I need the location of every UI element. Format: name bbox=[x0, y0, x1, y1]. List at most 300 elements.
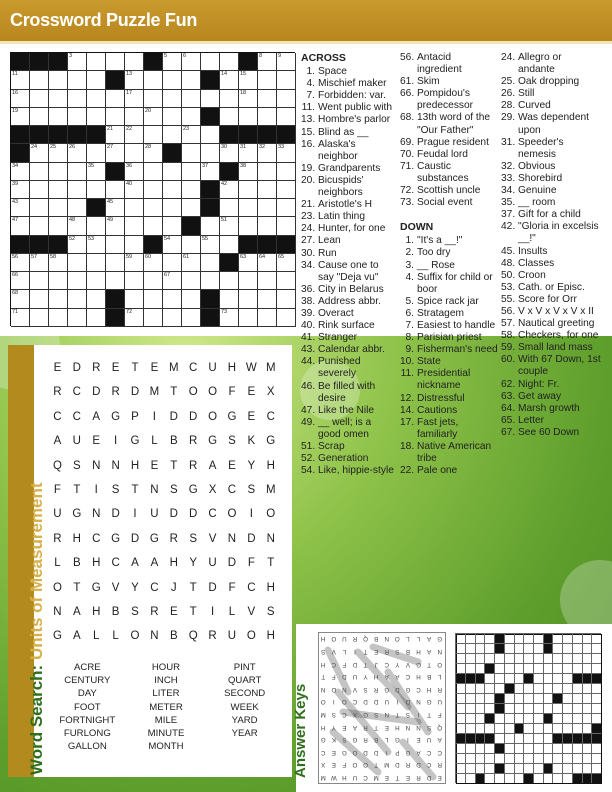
crossword-cell[interactable] bbox=[11, 90, 30, 108]
crossword-cell[interactable] bbox=[163, 71, 182, 89]
word-search-letter[interactable]: L bbox=[54, 557, 62, 570]
crossword-cell[interactable] bbox=[258, 217, 277, 235]
crossword-cell[interactable] bbox=[30, 108, 49, 126]
crossword-cell[interactable] bbox=[163, 272, 182, 290]
crossword-cell[interactable] bbox=[68, 254, 87, 272]
word-search-letter[interactable]: C bbox=[208, 508, 218, 521]
word-search-letter[interactable]: E bbox=[247, 410, 256, 423]
word-search-letter[interactable]: L bbox=[228, 605, 236, 618]
word-search-letter[interactable]: X bbox=[208, 483, 217, 496]
word-search-letter[interactable]: O bbox=[227, 508, 237, 521]
crossword-cell[interactable] bbox=[125, 254, 144, 272]
crossword-cell[interactable] bbox=[277, 199, 296, 217]
word-search-letter[interactable]: R bbox=[169, 532, 179, 545]
crossword-cell[interactable] bbox=[239, 254, 258, 272]
crossword-cell[interactable] bbox=[220, 236, 239, 254]
crossword-cell[interactable] bbox=[201, 236, 220, 254]
crossword-cell[interactable] bbox=[277, 90, 296, 108]
word-search-letter[interactable]: N bbox=[227, 532, 237, 545]
word-search-letter[interactable]: C bbox=[72, 386, 82, 399]
crossword-cell[interactable] bbox=[68, 71, 87, 89]
crossword-cell[interactable] bbox=[201, 126, 220, 144]
crossword-cell[interactable] bbox=[49, 71, 68, 89]
crossword-cell[interactable] bbox=[163, 236, 182, 254]
crossword-cell[interactable] bbox=[30, 217, 49, 235]
word-search-letter[interactable]: Q bbox=[188, 630, 199, 643]
word-search-letter[interactable]: N bbox=[150, 483, 160, 496]
word-search-letter[interactable]: C bbox=[53, 410, 63, 423]
crossword-cell[interactable] bbox=[144, 309, 163, 327]
crossword-cell[interactable] bbox=[220, 53, 239, 71]
crossword-cell[interactable] bbox=[106, 236, 125, 254]
word-search-letter[interactable]: E bbox=[53, 362, 62, 374]
crossword-cell[interactable] bbox=[144, 181, 163, 199]
word-search-letter[interactable]: U bbox=[72, 435, 82, 448]
crossword-cell[interactable] bbox=[87, 181, 106, 199]
word-search-letter[interactable]: H bbox=[266, 581, 276, 594]
word-search-letter[interactable]: T bbox=[73, 581, 81, 594]
crossword-cell[interactable] bbox=[144, 90, 163, 108]
crossword-cell[interactable] bbox=[201, 217, 220, 235]
crossword-cell[interactable] bbox=[68, 163, 87, 181]
word-search-letter[interactable]: C bbox=[247, 581, 256, 594]
crossword-cell[interactable] bbox=[125, 90, 144, 108]
word-search-letter[interactable]: S bbox=[247, 483, 256, 496]
crossword-cell[interactable] bbox=[220, 272, 239, 290]
word-search-letter[interactable]: U bbox=[208, 557, 218, 570]
crossword-cell[interactable] bbox=[87, 254, 106, 272]
word-search-letter[interactable]: T bbox=[170, 386, 178, 399]
word-search-letter[interactable]: O bbox=[130, 630, 140, 643]
crossword-cell[interactable] bbox=[239, 181, 258, 199]
word-search-letter[interactable]: D bbox=[247, 532, 256, 545]
crossword-cell[interactable] bbox=[182, 71, 201, 89]
word-search-letter[interactable]: R bbox=[111, 386, 121, 399]
word-search-letter[interactable]: K bbox=[247, 435, 256, 448]
crossword-cell[interactable] bbox=[258, 181, 277, 199]
word-search-letter[interactable]: B bbox=[73, 557, 82, 570]
crossword-cell[interactable] bbox=[258, 108, 277, 126]
word-search-letter[interactable]: Q bbox=[52, 459, 63, 472]
word-search-letter[interactable]: N bbox=[92, 459, 101, 472]
word-search-letter[interactable]: D bbox=[130, 532, 140, 545]
crossword-cell[interactable] bbox=[87, 272, 106, 290]
crossword-cell[interactable] bbox=[277, 309, 296, 327]
crossword-cell[interactable] bbox=[49, 254, 68, 272]
word-search-letter[interactable]: S bbox=[111, 483, 120, 496]
crossword-cell[interactable] bbox=[49, 290, 68, 308]
word-search-letter[interactable]: T bbox=[170, 459, 178, 472]
word-search-letter[interactable]: H bbox=[266, 459, 276, 472]
word-search-letter[interactable]: U bbox=[53, 508, 63, 521]
word-search-letter[interactable]: H bbox=[227, 362, 237, 374]
crossword-cell[interactable] bbox=[182, 290, 201, 308]
crossword-cell[interactable] bbox=[49, 309, 68, 327]
crossword-cell[interactable] bbox=[277, 272, 296, 290]
word-search-letter[interactable]: T bbox=[131, 483, 140, 496]
word-search-letter[interactable]: A bbox=[73, 630, 82, 643]
crossword-cell[interactable] bbox=[277, 71, 296, 89]
crossword-cell[interactable] bbox=[49, 181, 68, 199]
crossword-cell[interactable] bbox=[125, 272, 144, 290]
word-search-letter[interactable]: I bbox=[94, 483, 99, 496]
word-search-letter[interactable]: T bbox=[189, 605, 198, 618]
crossword-cell[interactable] bbox=[239, 272, 258, 290]
word-search-letter[interactable]: R bbox=[208, 630, 218, 643]
crossword-cell[interactable] bbox=[30, 254, 49, 272]
crossword-cell[interactable] bbox=[68, 272, 87, 290]
crossword-cell[interactable] bbox=[87, 309, 106, 327]
crossword-cell[interactable] bbox=[277, 144, 296, 162]
word-search-letter[interactable]: C bbox=[150, 581, 160, 594]
crossword-cell[interactable] bbox=[30, 163, 49, 181]
crossword-cell[interactable] bbox=[11, 71, 30, 89]
crossword-cell[interactable] bbox=[220, 144, 239, 162]
word-search-letter[interactable]: R bbox=[53, 532, 63, 545]
crossword-cell[interactable] bbox=[163, 290, 182, 308]
word-search-letter[interactable]: R bbox=[189, 435, 198, 448]
word-search-letter[interactable]: C bbox=[111, 557, 121, 570]
crossword-cell[interactable] bbox=[68, 53, 87, 71]
crossword-cell[interactable] bbox=[258, 90, 277, 108]
word-search-letter[interactable]: D bbox=[169, 410, 179, 423]
crossword-cell[interactable] bbox=[239, 199, 258, 217]
crossword-cell[interactable] bbox=[68, 90, 87, 108]
crossword-cell[interactable] bbox=[125, 199, 144, 217]
crossword-cell[interactable] bbox=[87, 108, 106, 126]
word-search-letter[interactable]: N bbox=[92, 508, 101, 521]
word-search-letter[interactable]: H bbox=[169, 557, 179, 570]
word-search-letter[interactable]: F bbox=[228, 386, 236, 399]
crossword-cell[interactable] bbox=[220, 181, 239, 199]
word-search-letter[interactable]: N bbox=[150, 630, 160, 643]
word-search-letter[interactable]: S bbox=[73, 459, 82, 472]
crossword-cell[interactable] bbox=[258, 53, 277, 71]
word-search-letter[interactable]: R bbox=[53, 386, 63, 399]
crossword-cell[interactable] bbox=[239, 290, 258, 308]
word-search-letter[interactable]: H bbox=[92, 557, 101, 570]
word-search-letter[interactable]: G bbox=[111, 532, 121, 545]
crossword-cell[interactable] bbox=[106, 181, 125, 199]
crossword-cell[interactable] bbox=[125, 144, 144, 162]
crossword-cell[interactable] bbox=[239, 217, 258, 235]
word-search-letter[interactable]: B bbox=[111, 605, 120, 618]
word-search-letter[interactable]: O bbox=[188, 386, 199, 399]
crossword-cell[interactable] bbox=[277, 181, 296, 199]
crossword-cell[interactable] bbox=[87, 71, 106, 89]
crossword-cell[interactable] bbox=[163, 254, 182, 272]
crossword-cell[interactable] bbox=[87, 290, 106, 308]
word-search-letter[interactable]: Y bbox=[247, 459, 256, 472]
word-search-letter[interactable]: O bbox=[246, 630, 257, 643]
crossword-cell[interactable] bbox=[239, 90, 258, 108]
crossword-cell[interactable] bbox=[30, 290, 49, 308]
word-search-letter[interactable]: T bbox=[267, 557, 275, 570]
crossword-cell[interactable] bbox=[125, 71, 144, 89]
word-search-letter[interactable]: J bbox=[170, 581, 178, 594]
crossword-cell[interactable] bbox=[87, 144, 106, 162]
crossword-cell[interactable] bbox=[87, 90, 106, 108]
crossword-cell[interactable] bbox=[87, 217, 106, 235]
word-search-letter[interactable]: D bbox=[169, 508, 179, 521]
word-search-letter[interactable]: E bbox=[92, 435, 101, 448]
crossword-cell[interactable] bbox=[163, 53, 182, 71]
crossword-cell[interactable] bbox=[49, 144, 68, 162]
crossword-cell[interactable] bbox=[11, 181, 30, 199]
crossword-cell[interactable] bbox=[144, 290, 163, 308]
crossword-cell[interactable] bbox=[258, 290, 277, 308]
crossword-cell[interactable] bbox=[30, 181, 49, 199]
crossword-cell[interactable] bbox=[163, 108, 182, 126]
crossword-cell[interactable] bbox=[144, 217, 163, 235]
word-search-letter[interactable]: R bbox=[150, 605, 160, 618]
crossword-cell[interactable] bbox=[125, 181, 144, 199]
word-search-letter[interactable]: E bbox=[247, 386, 256, 399]
crossword-cell[interactable] bbox=[49, 217, 68, 235]
crossword-cell[interactable] bbox=[125, 290, 144, 308]
crossword-cell[interactable] bbox=[163, 217, 182, 235]
crossword-cell[interactable] bbox=[182, 236, 201, 254]
crossword-cell[interactable] bbox=[163, 309, 182, 327]
word-search-letter[interactable]: V bbox=[208, 532, 217, 545]
word-search-letter[interactable]: F bbox=[228, 581, 236, 594]
word-search-letter[interactable]: I bbox=[210, 605, 215, 618]
crossword-cell[interactable] bbox=[144, 163, 163, 181]
crossword-cell[interactable] bbox=[239, 144, 258, 162]
word-search-letter[interactable]: D bbox=[189, 508, 198, 521]
word-search-letter[interactable]: D bbox=[227, 557, 237, 570]
word-search-letter[interactable]: W bbox=[245, 362, 258, 374]
word-search-letter[interactable]: N bbox=[111, 459, 121, 472]
crossword-cell[interactable] bbox=[182, 254, 201, 272]
crossword-cell[interactable] bbox=[68, 199, 87, 217]
crossword-cell[interactable] bbox=[68, 290, 87, 308]
word-search-letter[interactable]: O bbox=[52, 581, 63, 594]
word-search-letter[interactable]: E bbox=[228, 459, 237, 472]
word-search-letter[interactable]: O bbox=[208, 386, 218, 399]
word-search-letter[interactable]: C bbox=[92, 532, 101, 545]
crossword-cell[interactable] bbox=[163, 126, 182, 144]
crossword-grid[interactable] bbox=[10, 52, 295, 326]
word-search-letter[interactable]: C bbox=[72, 410, 82, 423]
word-search-letter[interactable]: O bbox=[208, 410, 218, 423]
crossword-cell[interactable] bbox=[49, 199, 68, 217]
word-search-grid[interactable] bbox=[48, 356, 280, 648]
crossword-cell[interactable] bbox=[68, 144, 87, 162]
crossword-cell[interactable] bbox=[125, 163, 144, 181]
word-search-letter[interactable]: G bbox=[266, 435, 276, 448]
crossword-cell[interactable] bbox=[30, 71, 49, 89]
crossword-cell[interactable] bbox=[201, 53, 220, 71]
crossword-cell[interactable] bbox=[258, 309, 277, 327]
word-search-letter[interactable]: D bbox=[208, 581, 218, 594]
crossword-cell[interactable] bbox=[239, 108, 258, 126]
word-search-letter[interactable]: T bbox=[189, 581, 198, 594]
crossword-cell[interactable] bbox=[49, 108, 68, 126]
crossword-cell[interactable] bbox=[106, 217, 125, 235]
crossword-cell[interactable] bbox=[220, 199, 239, 217]
word-search-letter[interactable]: L bbox=[151, 435, 159, 448]
word-search-letter[interactable]: C bbox=[227, 483, 237, 496]
crossword-cell[interactable] bbox=[30, 309, 49, 327]
word-search-letter[interactable]: G bbox=[91, 581, 102, 594]
crossword-cell[interactable] bbox=[11, 290, 30, 308]
crossword-cell[interactable] bbox=[49, 163, 68, 181]
word-search-letter[interactable]: G bbox=[227, 410, 237, 423]
crossword-cell[interactable] bbox=[11, 272, 30, 290]
word-search-letter[interactable]: P bbox=[131, 410, 140, 423]
crossword-cell[interactable] bbox=[182, 126, 201, 144]
word-search-letter[interactable]: U bbox=[227, 630, 237, 643]
crossword-cell[interactable] bbox=[125, 236, 144, 254]
crossword-cell[interactable] bbox=[182, 53, 201, 71]
crossword-cell[interactable] bbox=[11, 309, 30, 327]
crossword-cell[interactable] bbox=[30, 199, 49, 217]
word-search-letter[interactable]: A bbox=[150, 557, 159, 570]
crossword-cell[interactable] bbox=[144, 199, 163, 217]
crossword-cell[interactable] bbox=[106, 53, 125, 71]
crossword-cell[interactable] bbox=[201, 272, 220, 290]
word-search-letter[interactable]: B bbox=[169, 630, 179, 643]
word-search-letter[interactable]: G bbox=[188, 483, 199, 496]
crossword-cell[interactable] bbox=[30, 144, 49, 162]
crossword-cell[interactable] bbox=[144, 272, 163, 290]
crossword-cell[interactable] bbox=[277, 254, 296, 272]
crossword-cell[interactable] bbox=[239, 163, 258, 181]
crossword-cell[interactable] bbox=[144, 126, 163, 144]
crossword-cell[interactable] bbox=[106, 272, 125, 290]
word-search-letter[interactable]: E bbox=[111, 362, 120, 374]
crossword-cell[interactable] bbox=[201, 163, 220, 181]
crossword-cell[interactable] bbox=[239, 71, 258, 89]
crossword-cell[interactable] bbox=[258, 272, 277, 290]
crossword-cell[interactable] bbox=[163, 181, 182, 199]
word-search-letter[interactable]: A bbox=[131, 557, 140, 570]
crossword-cell[interactable] bbox=[258, 163, 277, 181]
crossword-cell[interactable] bbox=[182, 90, 201, 108]
crossword-cell[interactable] bbox=[182, 144, 201, 162]
word-search-letter[interactable]: V bbox=[111, 581, 120, 594]
crossword-cell[interactable] bbox=[220, 290, 239, 308]
word-search-letter[interactable]: S bbox=[131, 605, 140, 618]
crossword-cell[interactable] bbox=[220, 309, 239, 327]
crossword-cell[interactable] bbox=[106, 126, 125, 144]
word-search-letter[interactable]: B bbox=[169, 435, 179, 448]
crossword-cell[interactable] bbox=[182, 108, 201, 126]
crossword-cell[interactable] bbox=[106, 199, 125, 217]
word-search-letter[interactable]: I bbox=[152, 410, 157, 423]
crossword-cell[interactable] bbox=[106, 108, 125, 126]
crossword-cell[interactable] bbox=[277, 163, 296, 181]
crossword-cell[interactable] bbox=[258, 199, 277, 217]
crossword-cell[interactable] bbox=[163, 90, 182, 108]
crossword-cell[interactable] bbox=[87, 53, 106, 71]
crossword-cell[interactable] bbox=[220, 108, 239, 126]
crossword-cell[interactable] bbox=[220, 71, 239, 89]
word-search-letter[interactable]: S bbox=[169, 483, 179, 496]
crossword-cell[interactable] bbox=[182, 199, 201, 217]
word-search-letter[interactable]: R bbox=[92, 362, 101, 374]
crossword-cell[interactable] bbox=[144, 71, 163, 89]
word-search-letter[interactable]: R bbox=[189, 459, 198, 472]
word-search-letter[interactable]: I bbox=[133, 508, 138, 521]
crossword-cell[interactable] bbox=[49, 90, 68, 108]
crossword-cell[interactable] bbox=[277, 108, 296, 126]
word-search-letter[interactable]: M bbox=[168, 362, 180, 374]
word-search-letter[interactable]: T bbox=[73, 483, 81, 496]
crossword-cell[interactable] bbox=[106, 144, 125, 162]
word-search-letter[interactable]: D bbox=[92, 386, 101, 399]
word-search-letter[interactable]: E bbox=[150, 459, 159, 472]
word-search-letter[interactable]: H bbox=[130, 459, 140, 472]
word-search-letter[interactable]: G bbox=[130, 435, 140, 448]
crossword-cell[interactable] bbox=[182, 272, 201, 290]
crossword-cell[interactable] bbox=[182, 309, 201, 327]
word-search-letter[interactable]: Y bbox=[189, 557, 198, 570]
crossword-cell[interactable] bbox=[11, 254, 30, 272]
crossword-cell[interactable] bbox=[201, 254, 220, 272]
crossword-cell[interactable] bbox=[68, 236, 87, 254]
word-search-letter[interactable]: U bbox=[208, 362, 218, 374]
crossword-cell[interactable] bbox=[106, 90, 125, 108]
crossword-cell[interactable] bbox=[125, 217, 144, 235]
word-search-letter[interactable]: G bbox=[111, 410, 121, 423]
word-search-letter[interactable]: X bbox=[266, 386, 276, 399]
word-search-letter[interactable]: A bbox=[53, 435, 62, 448]
crossword-cell[interactable] bbox=[11, 163, 30, 181]
crossword-cell[interactable] bbox=[125, 309, 144, 327]
word-search-letter[interactable]: G bbox=[149, 532, 160, 545]
crossword-cell[interactable] bbox=[144, 144, 163, 162]
crossword-cell[interactable] bbox=[277, 290, 296, 308]
crossword-cell[interactable] bbox=[201, 144, 220, 162]
word-search-letter[interactable]: E bbox=[150, 362, 159, 374]
crossword-cell[interactable] bbox=[239, 309, 258, 327]
word-search-letter[interactable]: S bbox=[189, 532, 198, 545]
word-search-letter[interactable]: M bbox=[265, 483, 277, 496]
crossword-cell[interactable] bbox=[277, 53, 296, 71]
crossword-cell[interactable] bbox=[258, 71, 277, 89]
word-search-letter[interactable]: O bbox=[266, 508, 276, 521]
word-search-letter[interactable]: L bbox=[93, 630, 100, 643]
word-search-letter[interactable]: D bbox=[111, 508, 121, 521]
crossword-cell[interactable] bbox=[11, 199, 30, 217]
word-search-letter[interactable]: M bbox=[149, 386, 160, 399]
word-search-letter[interactable]: E bbox=[169, 605, 179, 618]
word-search-letter[interactable]: G bbox=[52, 630, 63, 643]
crossword-cell[interactable] bbox=[11, 108, 30, 126]
word-search-letter[interactable]: H bbox=[92, 605, 101, 618]
crossword-cell[interactable] bbox=[125, 53, 144, 71]
word-search-letter[interactable]: I bbox=[114, 435, 118, 448]
word-search-letter[interactable]: G bbox=[208, 435, 218, 448]
word-search-letter[interactable]: N bbox=[53, 605, 63, 618]
word-search-letter[interactable]: A bbox=[208, 459, 217, 472]
crossword-cell[interactable] bbox=[220, 90, 239, 108]
crossword-cell[interactable] bbox=[87, 163, 106, 181]
crossword-cell[interactable] bbox=[144, 108, 163, 126]
word-search-letter[interactable]: S bbox=[266, 605, 276, 618]
crossword-cell[interactable] bbox=[49, 272, 68, 290]
crossword-cell[interactable] bbox=[201, 90, 220, 108]
crossword-cell[interactable] bbox=[182, 163, 201, 181]
crossword-cell[interactable] bbox=[144, 254, 163, 272]
word-search-letter[interactable]: N bbox=[266, 532, 276, 545]
crossword-cell[interactable] bbox=[68, 217, 87, 235]
word-search-letter[interactable]: A bbox=[92, 410, 101, 423]
word-search-letter[interactable]: H bbox=[72, 532, 82, 545]
word-search-letter[interactable]: C bbox=[189, 362, 198, 374]
